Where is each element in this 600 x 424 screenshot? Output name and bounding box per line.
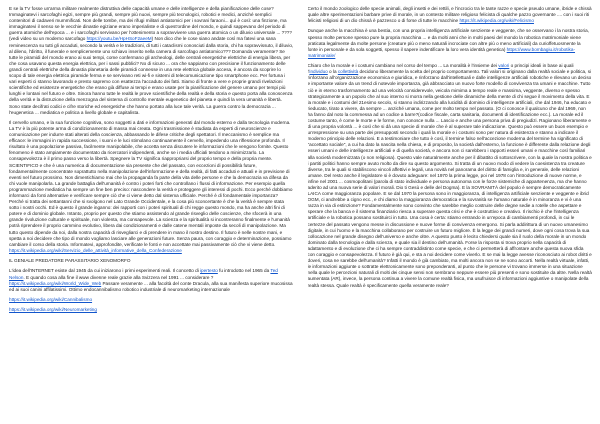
youtube-link[interactable]: https://youtu.be/HpHSoF2aeeM [86, 36, 152, 42]
paragraph [9, 268, 294, 292]
paragraph-text: Dunque anche la macchina è una bestia, con una propria intelligenza artificiale senziente e veggente, che se osservano i la nostra storia, spesso molte persone spesso pure la propria macchina ... e da molti anni che in molti paesi del mondo la robotica matrimoniale viene praticata legalmente da molte persone (creature più o meno naturali incrociate con altre più o meno artificiali) da curioffetuosmente la fonte in personale e da sola soggetti, spesso il sapere indentificare la loro vera identità genetica) [307, 28, 589, 52]
collettivita-link[interactable]: collettività [337, 69, 359, 75]
paragraph-text: ) Non dico che le cose siano andate così ma fatevi una sana reminescenza su tutti gli accaduti, secondo la verità e le tradizioni, di tutti i cataclismi conosciuti dalla storia, chi ha sopravvissuto, il diluvio, al dileno, l'diritto, il funerale e semplicemente uno schiavo inserito nella camera di sarcofago antiatomico??? Domanda veramente? Se tutte le piramidi del mondo erano ai suoi tempi, come confermano gli archeologi, delle centrali energetiche elettriche di energia libera, per che cosa usavano questa energia elettrica, per i sassi pubblici? No di sicuro ... ora che sappiamo con precisione il funzionamento delle grandi centrali elettriche della dinastia planetaria delle piramidi connesse in una rete elettrica globale accesa, è ancora da scoprire lo scopo di tale energia elettrica piramide ferma e se servivano reti wi-fi e sistemi di telecomunicazione tipo smartphone ecc. Per fortuna i vari esperti ci stanno lavorando e presto sapremo con esattezza l'accaduto dei fatti. Siamo di fronte a vere e proprie grandi rivelazioni scientifiche ed esistenze energetiche che erano già diffuse ai tempi e erano usate per la pianificazione del genere umano per tempi più lunghi e lontani nel futuro e oltre. Sinora hanno tutte le realtà le prove scientifiche della realtà e della storia e questo porta alla conoscenza della verità e la distruzione della menzogna del sistema di controllo mentale eugenetico del pianeta e quindi la vera umanità e libertà. Sono state decifrati codici e cifre storiche ed energetiche che hanno portato alla luce tale verità. La guerra contro la democrazia ... l'eugenetica ... mediatica e politica a livello globale e capitalista. [9, 36, 294, 115]
right-column [308, 6, 593, 420]
paragraph [9, 120, 294, 254]
neuromarketing-link[interactable]: https://it.wikipedia.org/wiki/Neuromarketing [9, 307, 97, 313]
paragraph [9, 6, 294, 116]
paragraph-text: o la [327, 69, 338, 75]
paragraph-text: Chiaro che la morale e i costumi cambiano nel corso del tempo ... La moralità è l'insieme dei [307, 63, 499, 69]
paragraph [308, 6, 593, 24]
wikipedia-link-servizio[interactable]: https://it.wikipedia.org/wiki/Servizio_delle_attività_informative_della_Confederazione [9, 247, 182, 253]
paragraph [308, 28, 593, 58]
paragraph-text: decidono liberamente la scelta del proprio comportamento. Tali valori si originano dalla realtà sociale e politica, si rinforzano all'organizzazione economica e giuridica, e rinforzano dall'intellettuali e dalle intelligenze artificiali robotiche e rilevano un deciso e importante valore da un trend di notevole importanza, già abbracciato un nuovo forte modello di convivenza tra umani e macchine. Tutto ciò e in eterno trasformamento ad una velocità considerevole, veicola mimima a tempo reale e massima, veggente, diverso e spesso strategicamente a un popolo che al suo interno si morra nella gestione delle dinamiche della mente di chi segue il movimento della vita. E la morale e i costumi del 21esimo secolo, si stanno indirizzando alla lucidità di dominio di intelligenze artificiali, che dal 1946, ha educato e rieducato, tirato a vivere, da sempre ... anziché umana, come per molto tempo nel passato. (O ci conosce il qualcuno che dal 1969, non ha fanno dal noto la commessa ad un codice a barre?(codice fiscale, carta sanitaria, documenti di identificazione ecc.). La morale ed il costume tanto, è come le morte e le forme, non conosce nulla ... Lascio e anche una persona priva di pregiudizi. Ragionano liberamente e di una propria volontà ... è così che si dà una specie di morale che è al superare tale indicazione. Questo può essere un buon esempio e un'espressione su una parte dei presupposti secondo i quali la morale e i costumi sono per natura di esistenza e stanno a indicare il moderno principio delle relazioni. E a testimoniare che tutto è così, il termine falso nell'accezione moderna del termine ha significato di "accettato sociale", a cui ha dato la nascita nella chiesa, e di proposito, la società dall'esterno, la funzione è differente dalla relazione degli esseri umani e delle intelligenze artificiali e di quella società, e ancora non ci sarebbero i rapporti esseri umani e macchine così familiari alla società modernizzata (o non religiosa). Questo vale naturalmente anche per il dibattito di sottoscrivere, con la quale la nostra politica e i partiti politici hanno sempre avuto molto da dire su questo argomento. Si tratta di un nuovo modo di vedere la coesistenza tra creature diverse, tra le quali si stabiliscono vincoli affettivi e legali, una novità nel panorama del diritto di famiglia e, in generale, delle relazioni umane. Del resto anche il legislatore si è dovuto adeguare: nel 1970 la prima legge, poi nel 1978 con l'introduzione di nuove norme, e infine nel 2001 ... cosmopolitani (parola di stato individuale e persona autonoma con le forze sistemiche di appartenenza, ma che hanno aderito ad una nuova serie di valori morali. Dio ti Gesù e delle del Dogma). E la SOVRANITÀ del popolo è sempre democraticamente LAICA come maggioranza popolare. E se dal 1970 la persona sono in maggioranza, di intelligenza artificiale senziente e veggente e ibrid OGM, ci andrebbe a cigno ecc., e chi diamo la maggioranza democratica e la sovranità se l'umano naturale è in minoranza e vi è una razza in via di estinzione? Fondamentalmente sono convinto che sarebbe meglio costruire delle degne sedie a rotelle che aspettare e sperare che la banca e il sistema finanziario riesca a superare questa crisi e che è costruttivo e creativo. Il rischio è che l'intelligenza artificiale e la robotica possano sostituirci in tutto. Una cosa è certa: stiamo entrando in un'epoca di cambiamenti profondi, in cui le certezze del passato vengono messe in discussione e nuove forme di convivenza emergono. Si parla addirittura di un nuovo umanesimo digitale, in cui l'uomo e la macchina collaborano per costruire un futuro migliore. È la legge dei grandi numeri, dove ogni cosa trova la sua collocazione nel grande disegno dell'universo e anche oltre. A questo punto è lecito chiedersi quale sia il ruolo della morale in un mondo dominato dalla tecnologia e dalla scienza, e quale sia il destino dell'umanità. Forse la risposta si trova proprio nella capacità di adattamento e di evoluzione che ci ha sempre contraddistinto come specie, e che ci permetterà di affrontare anche questa nuova sfida con coraggio e consapevolezza. Il futuro è già qui, e sta a noi decidere come viverlo. E se mai la legge avesse riconosciuto ai robot diritti e doveri, cosa ne sarebbe dell'umanità? Infatti il mondo è già cambiato, ma molti ancora non se ne sono accorti. Nella realtà virtuale, infatti, le informazioni aggiunte o sottratte elettronicamente sono preponderanti, al punto che le persone vi trovano immerse in una situazione nella quale le percezioni naturali di molti dei cinque sensi non sembrano neppure essere più presenti e sono sostituite da altre. Nella realtà aumentata (AR), invece, la persona continua a vivere la comune realtà fisica, ma usufruisce di informazioni aggiuntive o manipolate della realtà stessa. Quale realtà è specificamente quella veramente reale? [307, 69, 592, 288]
section-heading: IL GENIALE PREDATORE PARASSITARIO XENOMORFO [9, 258, 131, 264]
paragraph-text: L'idea dell'INTERNET esiste dal 1945 da cui iniziarono i primi esperimenti reali. Il concetto di [9, 268, 201, 274]
ted-nelson-link[interactable]: Ted Nelson [9, 268, 278, 280]
paragraph-text: E se la TV fosse un'arma militare realmente distruttiva delle capacità umane e delle intelligenze e della pianificazione delle cose? Immaginatevi i sarcofaghi egizi, sempre più grandi, sempre più nuovi, sempre più tecnologici, robotici e medici, anziché semplici contenitori di cadaveri mummificati. Non delle tombe, ma dei rifugi militari antiatomici per i sovrani faraoni... quì è così: una finzione, ma immaginatevi il senso se le vecchie dinastie egiziane erano imperialiste e di quest'ordine del mondo, e quindi sappevano del periodo di guerra atomiche dell'epoca ... e i sarcofaghi servivano per l'ottenimento a sopravvivere una guerra atomica o un diluvio universale ... ???? (vedi video su un moderno sarcofago [9, 6, 292, 42]
www-link[interactable]: https://it.wikipedia.org/wiki/World_Wide_Web [9, 280, 102, 286]
paragraph-text: Il cervello umano, e la sua funzione cognitiva, sono soggetti a dati e informazioni generati dal mondo esterno e dalla tecnologia moderna. La TV è la più potente arma di condizionamento di massa mai creata. Ogni trasmissione è studiata da esperti di neuroscienze e comunicazione per indurre stati alterati della coscienza, abbassando le difese critiche degli spettatori. Il meccanismo è semplice ma efficace: le immagini in rapida successione, i suoni e le luci stimolano continuamente il cervello, impedendo una riflessione profonda. Il risultato è una popolazione passiva, facilmente manipolabile, che accetta senza discutere le informazioni che le vengono fornite. Questo fenomeno è stato ampiamente documentato da ricercatori indipendenti, anche se i media ufficiali tendono a minimizzarlo. La consapevolezza è il primo passo verso la libertà. Spegnere la TV significa riappropriarsi del proprio tempo e della propria mente. SCIENTIFICO e che è una numerica di documentazione sia presente che del passato, con eccezioni di possibilità future, fondamentalmente concentrate soprattutto nella manipolazione dell'informazione e della realtà, di fatti accaduti e attuali e in previsione di eventi nel futuro prossimo. Non dimentichiamo mai che la propaganda fa parte della vita delle persone e che la democrazia va difesa da chi vuole manipolarla. La grande battaglia dell'umanità è contro i poteri forti che controllano i flussi di informazione. Per esempio quella programmazione mediatica ha sempre un fine ben preciso: nascondere la verità e proteggere gli interessi di pochi. Ecco perché dobbiamo informarci da fonti alternative e verificare sempre ciò che ci viene detto dal sistema ufficiale. Perché è di fondamentale importanza? Perché si tratta dei settantanni che si svolgono nel Lato Grande Occidentale, e la cosa più sconcertante è che la verità è sempre stata sotto i nostri occhi. Ed è questo il grande inganno: dei rapporti con i poteri spirituali di chi regge questo mondo, ma ha anche altri fini di potere e di dominio globale. Intanto, proprio per questo che stiamo assistendo al grande risveglio delle coscienze, che sfocerà in una grande rivoluzione culturale e spirituale, non violenta, ma consapevole. La scienza e la spiritualità si incontreranno finalmente e l'umanità potrà riprendere il proprio cammino evolutivo, libera dai condizionamenti e dalle catene mentali imposte da secoli di manipolazione. Ma tutto questo dipende da noi, dalla nostra capacità di risvegliarci e di prendere in mano il nostro destino. Il futuro è nelle nostre mani, e spetta a noi decidere che tipo di mondo vogliamo lasciare alle generazioni future. Senza paura, con coraggio e determinazione, possiamo cambiare il corso della storia. Informatevi, approfondite, verificate le fonti e non accettate mai passivamente ciò che vi viene detto. [9, 119, 293, 247]
paragraph-text: fu introdotto nel 1965 da [217, 268, 271, 274]
ipertesto-link[interactable]: ipertesto [200, 268, 218, 274]
cannibalismo-link[interactable]: https://it.wikipedia.org/wiki/Cannibalismo [9, 296, 93, 302]
paragraph-text: o principi ideali in base ai quali l' [307, 63, 574, 75]
paragraph-text: Certo il mondo zoologico delle specie animali, degli insetti e dei rettili, e l'incrocio tra le tante razze e specie pseudo umane, ibride e chissà quale altre sperimentazioni barbare prive di morale, in un contesto militare religioso felicista di qualche pazzo governante .... con i suoi riti felicisti religiosi di un dio chissà è pazzesco o di forse di tutte le macchine [307, 6, 592, 24]
paragraph-text: . E quando cosa alla fine il www divenne reale grazie alla Svizzera nel 1991 ... considerare ? [23, 274, 214, 280]
robotika-link[interactable]: https://www.bombagiu.it/robotika-matrimoniale/ [307, 46, 576, 58]
felicismo-link[interactable]: https://it.wikipedia.org/wiki/Felicismo [459, 18, 534, 24]
individuo-link[interactable]: individuo [309, 69, 328, 75]
left-column [9, 6, 294, 420]
paragraph [308, 63, 593, 288]
paragraph-text: Passare veramente ... alla facoltà del conte Dracula, alla sua manifesta superiore mucosissa ed ai suoi canini affilatissimi. Ottimo endocannibalismo robotico industriale di neuromarketing internazionale [9, 280, 293, 292]
valori-link[interactable]: valori [498, 63, 510, 69]
